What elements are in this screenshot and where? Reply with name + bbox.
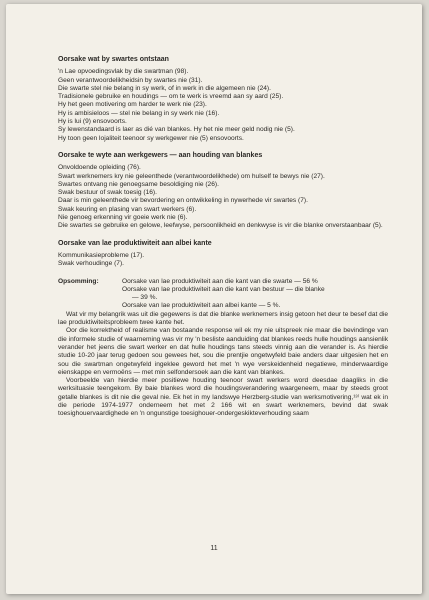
list-item: Sy lewenstandaard is laer as dié van blankes. Hy het nie meer geld nodig nie (5). [58, 126, 295, 134]
list-item: Nie genoeg erkenning vir goeie werk nie (6). [58, 214, 188, 222]
summary-line: Oorsake van lae produktiwiteit aan die kant van bestuur — die blanke [122, 285, 325, 293]
list-item: Onvoldoende opleiding (76). [58, 164, 141, 172]
list-item: Kommunikasieprobleme (17). [58, 251, 145, 259]
summary-line: — 39 %. [132, 294, 158, 302]
section-heading: Oorsake te wyte aan werkgewers — aan houding van blankes [58, 151, 263, 159]
section-worker-causes [58, 56, 388, 143]
page-content [58, 56, 388, 419]
section-heading: Oorsake wat by swartes ontstaan [58, 56, 169, 63]
list-item: Die swartes se gebruike en gelowe, leefwyse, persoonlikheid en denkwyse is vir die blanke onverstaanbaar (5). [58, 222, 383, 230]
list-item: Swak bestuur of swak toesig (16). [58, 189, 157, 197]
document-page [6, 4, 422, 594]
section-employer-causes [58, 152, 388, 231]
summary-block [58, 278, 388, 311]
summary-line: Oorsake van lae produktiwiteit aan albei kante — 5 %. [122, 302, 281, 310]
summary-lines [122, 278, 388, 311]
list-item: Hy is lui (9) ensovoorts. [58, 118, 127, 126]
section-heading: Oorsake van lae produktiwiteit aan albei kante [58, 239, 212, 247]
list-item: Hy toon geen lojaliteit teenoor sy werkgewer nie (5) ensovoorts. [58, 134, 244, 142]
list-item: Hy het geen motivering om harder te werk nie (23). [58, 101, 207, 109]
page-number: 11 [210, 545, 218, 552]
list-item: Swak verhoudinge (7). [58, 260, 124, 268]
list-item: Swak keuring en plasing van swart werkers (6). [58, 205, 197, 213]
list-item: 'n Lae opvoedingsvlak by die swartman (98). [58, 68, 189, 76]
body-paragraph: Oor die korrektheid of realisme van bostaande response wil ek my nie uitspreek nie maar die bevindinge van die informele studie of waarneming was vir my 'n besliste aanduiding dat blankes reeds hulle houdings aansienlik verander het jeens die swart werker en dat hulle houdings tans steeds vinnig aan die verander is. As hierdie studie 10-20 jaar terug gedoen sou gewees het, sou die prentjie ongetwyfeld baie anders daar uitgesien het en sou die swartman ongetwyfeld ingeklee geword het met 'n wye verskeidenheid negatiewe, minderwaardige eienskappe en vermoëns — met min selfondersoek aan die kant van blankes. [58, 327, 388, 376]
list-item: Swart werknemers kry nie geleenthede (verantwoordelikhede) om hulself te bewys nie (27). [58, 172, 325, 180]
body-paragraph: Voorbeelde van hierdie meer positiewe houding teenoor swart werkers word deesdae daagliks in die werksituasie teengekom. By baie blankes word die houdingsverandering waargeneem, maar by steeds groot getalle blankes is dit nie die geval nie. Ek het in my landswye Herzberg-studie van werksmotivering,¹³⁾ wat ek in die periode 1974-1977 onderneem het met 2 166 wit en swart werknemers, bevind dat swak toesighouervaardighede en 'n ongunstige toesighouer-ondergeskikteverhouding saam [58, 377, 388, 418]
section-both-sides-causes [58, 240, 388, 269]
list-item: Die swarte stel nie belang in sy werk, of in werk in die algemeen nie (24). [58, 84, 271, 92]
list-item: Geen verantwoordelikheidsin by swartes nie (31). [58, 76, 203, 84]
body-paragraph: Wat vir my belangrik was uit die gegewens is dat die blanke werknemers insig getoon het deur te besef dat die lae produktiwiteitsprobleem twee kante het. [58, 310, 388, 327]
list-item: Hy is ambisieloos — stel nie belang in sy werk nie (16). [58, 109, 220, 117]
summary-label: Opsomming: [58, 277, 99, 285]
list-item: Tradisionele gebruike en houdings — om te werk is vreemd aan sy aard (25). [58, 93, 284, 101]
list-item: Daar is min geleenthede vir bevordering en ontwikkeling in nywerhede vir swartes (7). [58, 197, 308, 205]
summary-line: Oorsake van lae produktiwiteit aan die kant van die swarte — 56 % [122, 277, 318, 285]
list-item: Swartes ontvang nie genoegsame besoldiging nie (26). [58, 180, 219, 188]
